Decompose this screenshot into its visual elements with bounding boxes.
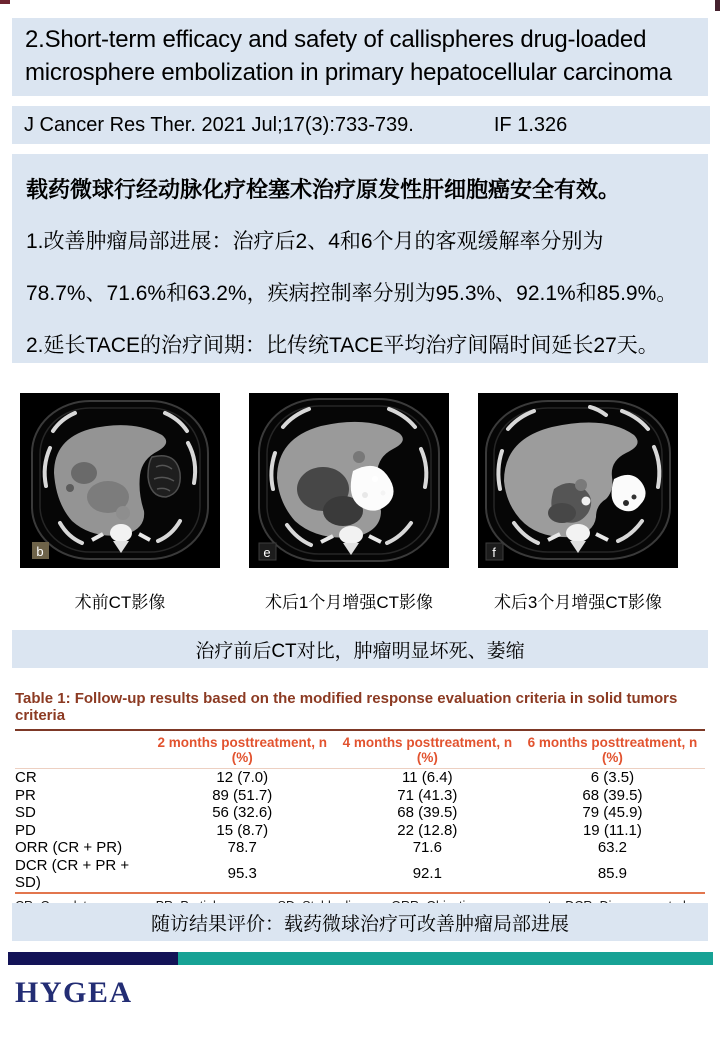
ct-scan-preop-image: [20, 393, 220, 568]
row-label: SD: [15, 804, 36, 821]
citation-bar: [12, 106, 710, 144]
cell-value: 85.9: [597, 865, 628, 883]
followup-table: [15, 731, 705, 894]
table-title: Table 1: Follow-up results based on the modified response evaluation criteria in solid tumors criteria: [15, 690, 705, 731]
cell-value: 56 (32.6): [212, 804, 273, 821]
ct-figure-3month: [478, 393, 678, 613]
ct-scan-3month-image: [478, 393, 678, 568]
table-header-row: [15, 731, 705, 769]
ct-caption-1month: 术后1个月增强CT影像: [264, 593, 434, 612]
ct-caption-preop: 术前CT影像: [74, 593, 166, 612]
impact-factor: IF 1.326: [493, 113, 568, 136]
table-row: [15, 839, 705, 857]
footer-bar-teal: [178, 952, 713, 965]
table-row: [15, 822, 705, 840]
row-label: ORR (CR + PR): [15, 839, 123, 856]
table-row: [15, 769, 705, 787]
summary-point1-line2: 78.7%、71.6%和63.2%，疾病控制率分别为95.3%、92.1%和85.9%。: [26, 282, 678, 305]
cell-value: 15 (8.7): [216, 821, 269, 839]
followup-table-section: [15, 690, 705, 927]
ct-image-row: [20, 393, 678, 613]
citation-text: J Cancer Res Ther. 2021 Jul;17(3):733-739.: [24, 113, 414, 136]
row-label: PD: [15, 821, 36, 839]
footer-bar-navy: [8, 952, 178, 965]
cell-value: 22 (12.8): [397, 821, 458, 839]
corner-mark-right: [715, 0, 720, 11]
cell-value: 68 (39.5): [582, 786, 643, 804]
cell-value: 12 (7.0): [216, 769, 269, 786]
ct-figure-preop: [20, 393, 220, 613]
corner-mark-left: [0, 0, 10, 4]
cell-value: 19 (11.1): [582, 821, 642, 839]
table-header-6months: 6 months posttreatment, n (%): [520, 731, 705, 769]
cell-value: 89 (51.7): [212, 786, 273, 804]
table-row: [15, 804, 705, 822]
summary-box: [12, 154, 708, 363]
ct-label-f: f: [492, 545, 496, 560]
cell-value: 11 (6.4): [402, 769, 453, 786]
summary-point2: 2.延长TACE的治疗间期：比传统TACE平均治疗间隔时间延长27天。: [26, 334, 659, 357]
row-label: CR: [15, 769, 37, 786]
table-header-2months: 2 months posttreatment, n (%): [150, 731, 335, 769]
ct-caption-3month: 术后3个月增强CT影像: [493, 593, 663, 612]
cell-value: 79 (45.9): [582, 804, 643, 821]
cell-value: 92.1: [412, 865, 442, 883]
cell-value: 71.6: [412, 839, 442, 856]
ct-label-b: b: [36, 544, 44, 559]
cell-value: 63.2: [597, 839, 628, 856]
summary-headline: 载药微球行经动脉化疗栓塞术治疗原发性肝细胞癌安全有效。: [26, 176, 621, 202]
table-row: [15, 787, 705, 805]
summary-point1-line1: 1.改善肿瘤局部进展：治疗后2、4和6个月的客观缓解率分别为: [26, 230, 604, 253]
table-header-4months: 4 months posttreatment, n (%): [335, 731, 520, 769]
page-title: 2.Short-term efficacy and safety of callispheres drug-loaded microsphere embolization in primary hepatocellular carcinoma: [12, 18, 708, 96]
ct-figure-1month: [249, 393, 449, 613]
row-label: PR: [15, 786, 36, 804]
cell-value: 71 (41.3): [397, 786, 458, 804]
footer-accent-bar: [8, 952, 713, 965]
result-band: 随访结果评价：载药微球治疗可改善肿瘤局部进展: [12, 903, 708, 941]
ct-scan-1month-image: [249, 393, 449, 568]
ct-label-e: e: [263, 545, 271, 560]
cell-value: 68 (39.5): [397, 804, 458, 821]
table-row: [15, 857, 705, 893]
table-header-empty: [15, 731, 150, 769]
row-label: DCR (CR + PR + SD): [15, 856, 130, 891]
cell-value: 95.3: [227, 865, 257, 883]
cell-value: 78.7: [227, 839, 257, 856]
ct-comparison-band: 治疗前后CT对比，肿瘤明显坏死、萎缩: [12, 630, 708, 668]
hygea-logo: HYGEA: [15, 976, 133, 1009]
cell-value: 6 (3.5): [590, 769, 635, 786]
